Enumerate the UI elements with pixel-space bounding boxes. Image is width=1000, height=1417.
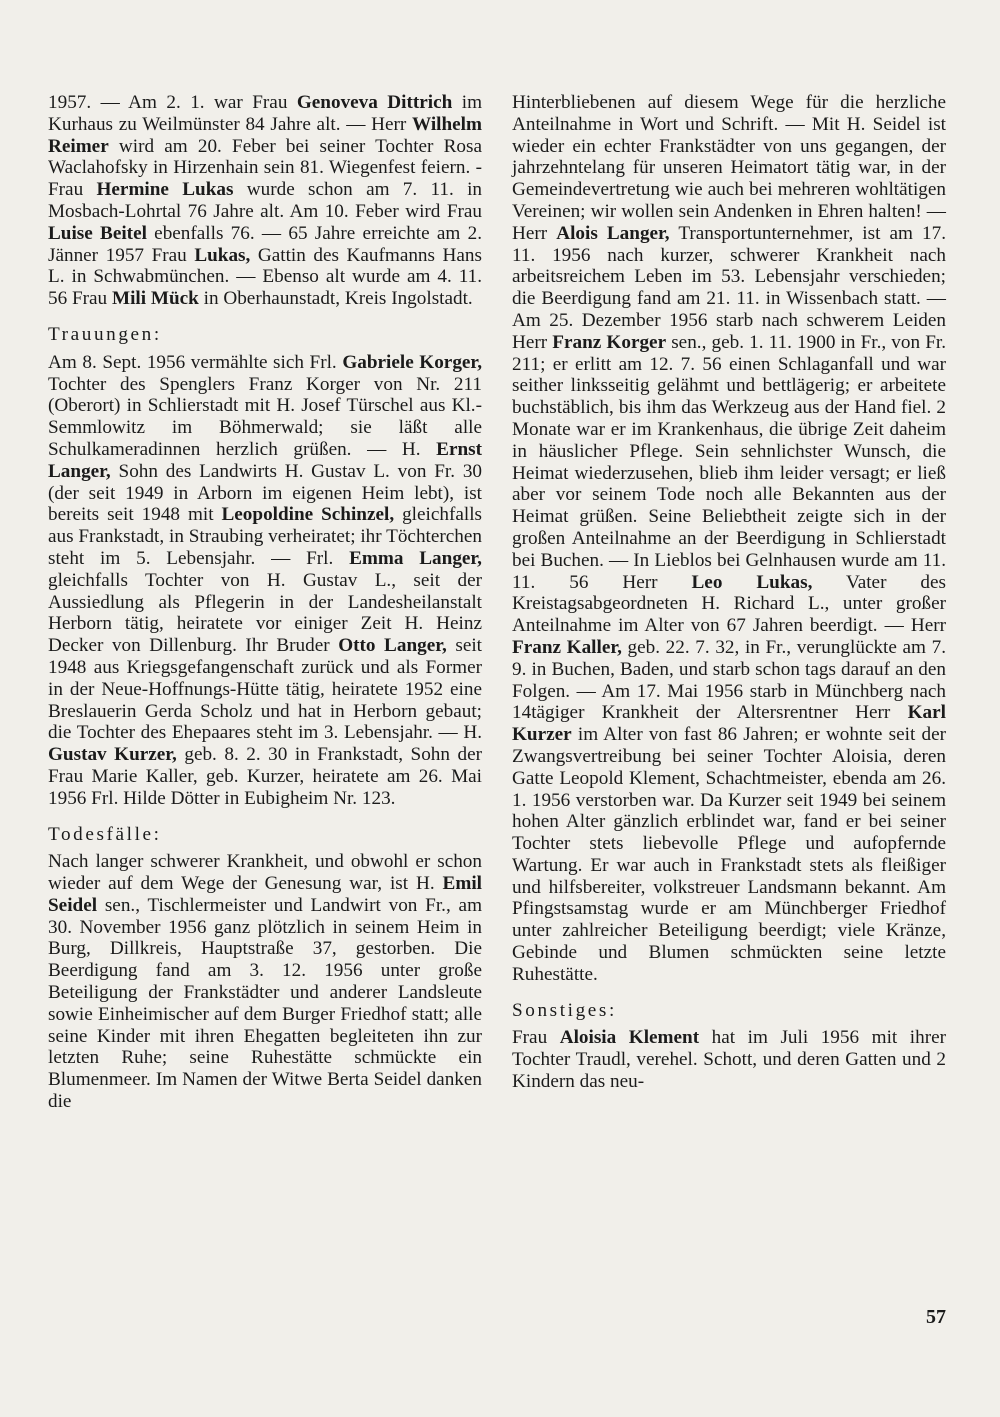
name-franz-kaller: Franz Kaller,: [512, 636, 622, 658]
birthdays-paragraph: [48, 92, 482, 310]
left-column: [48, 92, 482, 1113]
name-wilhelm-reimer: Wilhelm Reimer: [48, 113, 482, 157]
text-run: Hinterbliebenen auf diesem Wege für die herzliche Anteilnahme in Wort und Schrift. — Mit H. Seidel ist wieder ein echter Frankstädter von uns gegangen, der jahrzehntelang für unseren Heimatort tätig war, in der Gemeindevertretung wie auch bei mehreren wohltätigen Vereinen; wir wollen sein Andenken in Ehren halten! — Herr: [512, 92, 946, 244]
name-mili-mueck: Mili Mück: [111, 288, 199, 310]
name-luise-beitel: Luise Beitel: [48, 222, 147, 244]
section-heading-sonstiges: Sonstiges:: [512, 999, 617, 1021]
other-paragraph: [512, 1027, 946, 1092]
name-gustav-kurzer: Gustav Kurzer,: [48, 744, 177, 766]
text-run: Gattin des Kaufmanns Hans L. in Schwabmünchen. — Ebenso alt wurde am 4. 11. 56 Frau: [48, 244, 482, 310]
text-run: Frau: [512, 1027, 560, 1049]
name-otto-langer: Otto Langer,: [338, 635, 447, 657]
text-run: geb. 22. 7. 32, in Fr., verunglückte am 7. 9. in Buchen, Baden, und starb schon tags darauf an den Folgen. — Am 17. Mai 1956 starb in Münchberg nach 14tägiger Krankheit der Altersrentner Herr: [512, 636, 947, 724]
text-run: 1957. — Am 2. 1. war Frau: [48, 92, 297, 113]
name-franz-korger: Franz Korger: [552, 331, 667, 353]
text-run: hat im Juli 1956 mit ihrer Tochter Traudl, verehel. Schott, und deren Gatten und 2 Kindern das neu-: [512, 1027, 946, 1093]
page-number: 57: [926, 1306, 946, 1328]
name-alois-langer: Alois Langer,: [556, 222, 670, 244]
text-run: Transportunternehmer, ist am 17. 11. 1956 nach kurzer, schwerer Krankheit nach arbeitsreichem Leben im 53. Lebensjahr verschieden; die Beerdigung fand am 21. 11. in Wissenbach statt. — Am 25. Dezember 1956 starb nach schwerem Leiden Herr: [512, 222, 946, 353]
name-aloisia-klement: Aloisia Klement: [559, 1027, 700, 1049]
name-leopoldine-schinzel: Leopoldine Schinzel,: [221, 504, 395, 526]
text-run: gleichfalls aus Frankstadt, in Straubing verheiratet; ihr Töchterchen steht im 5. Lebensjahr. — Frl.: [48, 504, 482, 569]
text-run: wird am 20. Feber bei seiner Tochter Rosa Waclahofsky in Hirzenhain sein 81. Wiegenfest feiern. - Frau: [48, 135, 482, 201]
name-leo-lukas: Leo Lukas,: [691, 571, 813, 593]
text-run: Am 8. Sept. 1956 vermählte sich Frl.: [48, 351, 343, 373]
text-run: wurde schon am 7. 11. in Mosbach-Lohrtal 76 Jahre alt. Am 10. Feber wird Frau: [48, 179, 483, 222]
text-run: im Kurhaus zu Weilmünster 84 Jahre alt. — Herr: [48, 92, 483, 135]
text-run: Nach langer schwerer Krankheit, und obwohl er schon wieder auf dem Wege der Genesung war, ist H.: [48, 851, 482, 895]
text-run: seit 1948 aus Kriegsgefangenschaft zurück und als Former in der Neue-Hoffnungs-Hütte tätig, heiratete 1952 eine Breslauerin Gerda Scholz und hat in Herborn gebaut; die Tochter des Ehepaares steht im 3. Lebensjahr. — H.: [48, 635, 483, 744]
deaths-paragraph-start: [48, 851, 482, 1113]
right-column: [512, 92, 946, 1093]
text-run: im Alter von fast 86 Jahren; er wohnte seit der Zwangsvertreibung bei seiner Tochter Aloisia, deren Gatte Leopold Klement, Schachtmeister, ebenda am 26. 1. 1956 verstorben war. Da Kurzer seit 1949 bei seinem hohen Alter gänzlich erblindet war, fand er bei seiner Tochter stets liebevolle Pflege und aufopfernde Wartung. Er war auch in Frankstadt stets als fleißiger und hilfsbereiter, volkstreuer Landsmann bekannt. Am Pfingstsamstag wurde er am Münchberger Friedhof unter zahlreicher Beteiligung beerdigt; viele Kränze, Gebinde und Blumen schmückten seine letzte Ruhestätte.: [512, 724, 946, 985]
text-run: in Oberhaunstadt, Kreis Ingolstadt.: [198, 288, 473, 310]
section-heading-todesfaelle: Todesfälle:: [48, 823, 162, 845]
text-run: ebenfalls 76. — 65 Jahre erreichte am 2. Jänner 1957 Frau: [48, 222, 482, 266]
name-karl-kurzer: Karl Kurzer: [512, 702, 946, 746]
text-run: sen., geb. 1. 11. 1900 in Fr., von Fr. 211; er erlitt am 12. 7. 56 einen Schlaganfall und war seither linksseitig gelähmt und bettlägerig; er arbeitete buchstäblich, bis ihm das Werkzeug aus der Hand fiel. 2 Monate war er im Krankenhaus, die übrige Zeit daheim in häuslicher Pflege. Sein sehnlichster Wunsch, die Heimat wiederzusehen, blieb ihm leider versagt; er ließ aber vor seinem Tode noch alle Bekannten aus der Heimat grüßen. Seine Beliebtheit zeigte sich in der großen Anteilnahme an der Beerdigung in Schlierstadt bei Buchen. — In Lieblos bei Gelnhausen wurde am 11. 11. 56 Herr: [512, 331, 947, 593]
section-heading-trauungen: Trauungen:: [48, 323, 162, 345]
text-run: Vater des Kreistagsabgeordneten H. Richard L., unter großer Anteilnahme im Alter von 67 Jahren beerdigt. — Herr: [512, 571, 947, 637]
name-genoveva-dittrich: Genoveva Dittrich: [296, 92, 453, 113]
name-hermine-lukas: Hermine Lukas: [96, 179, 234, 201]
name-gabriele-korger: Gabriele Korger,: [342, 351, 482, 373]
name-emma-langer: Emma Langer,: [349, 547, 482, 569]
text-run: Tochter des Spenglers Franz Korger von Nr. 211 (Oberort) in Schlierstadt mit H. Josef Türschel aus Kl.-Semmlowitz im Böhmerwald; sie läßt alle Schulkameradinnen herzlich grüßen. — H.: [48, 373, 482, 460]
name-ernst-langer: Ernst Langer,: [48, 438, 482, 482]
text-run: Sohn des Landwirts H. Gustav L. von Fr. 30 (der seit 1949 in Arborn im eigenen Heim lebt), ist bereits seit 1948 mit: [48, 460, 482, 526]
text-run: sen., Tischlermeister und Landwirt von Fr., am 30. November 1956 ganz plötzlich in seinem Heim in Burg, Dillkreis, Hauptstraße 37, gestorben. Die Beerdigung fand am 3. 12. 1956 unter große Beteiligung der Frankstädter und anderer Landsleute sowie Einheimischer auf dem Burger Friedhof statt; alle seine Kinder mit ihren Ehegatten begleiteten ihn zur letzten Ruhe; seine Ruhestätte schmückte ein Blumenmeer. Im Namen der Witwe Berta Seidel danken die: [48, 894, 482, 1113]
weddings-paragraph: [48, 352, 482, 810]
text-run: geb. 8. 2. 30 in Frankstadt, Sohn der Frau Marie Kaller, geb. Kurzer, heiratete am 26. Mai 1956 Frl. Hilde Dötter in Eubigheim Nr. 123.: [48, 744, 482, 809]
text-run: gleichfalls Tochter von H. Gustav L., seit der Aussiedlung als Pflegerin in der Landesheilanstalt Herborn tätig, heiratete vor einiger Zeit H. Heinz Decker von Dillenburg. Ihr Bruder: [48, 569, 482, 657]
name-lukas: Lukas,: [194, 244, 251, 266]
name-emil-seidel: Emil Seidel: [48, 873, 482, 916]
deaths-paragraph-continued: [512, 92, 946, 986]
